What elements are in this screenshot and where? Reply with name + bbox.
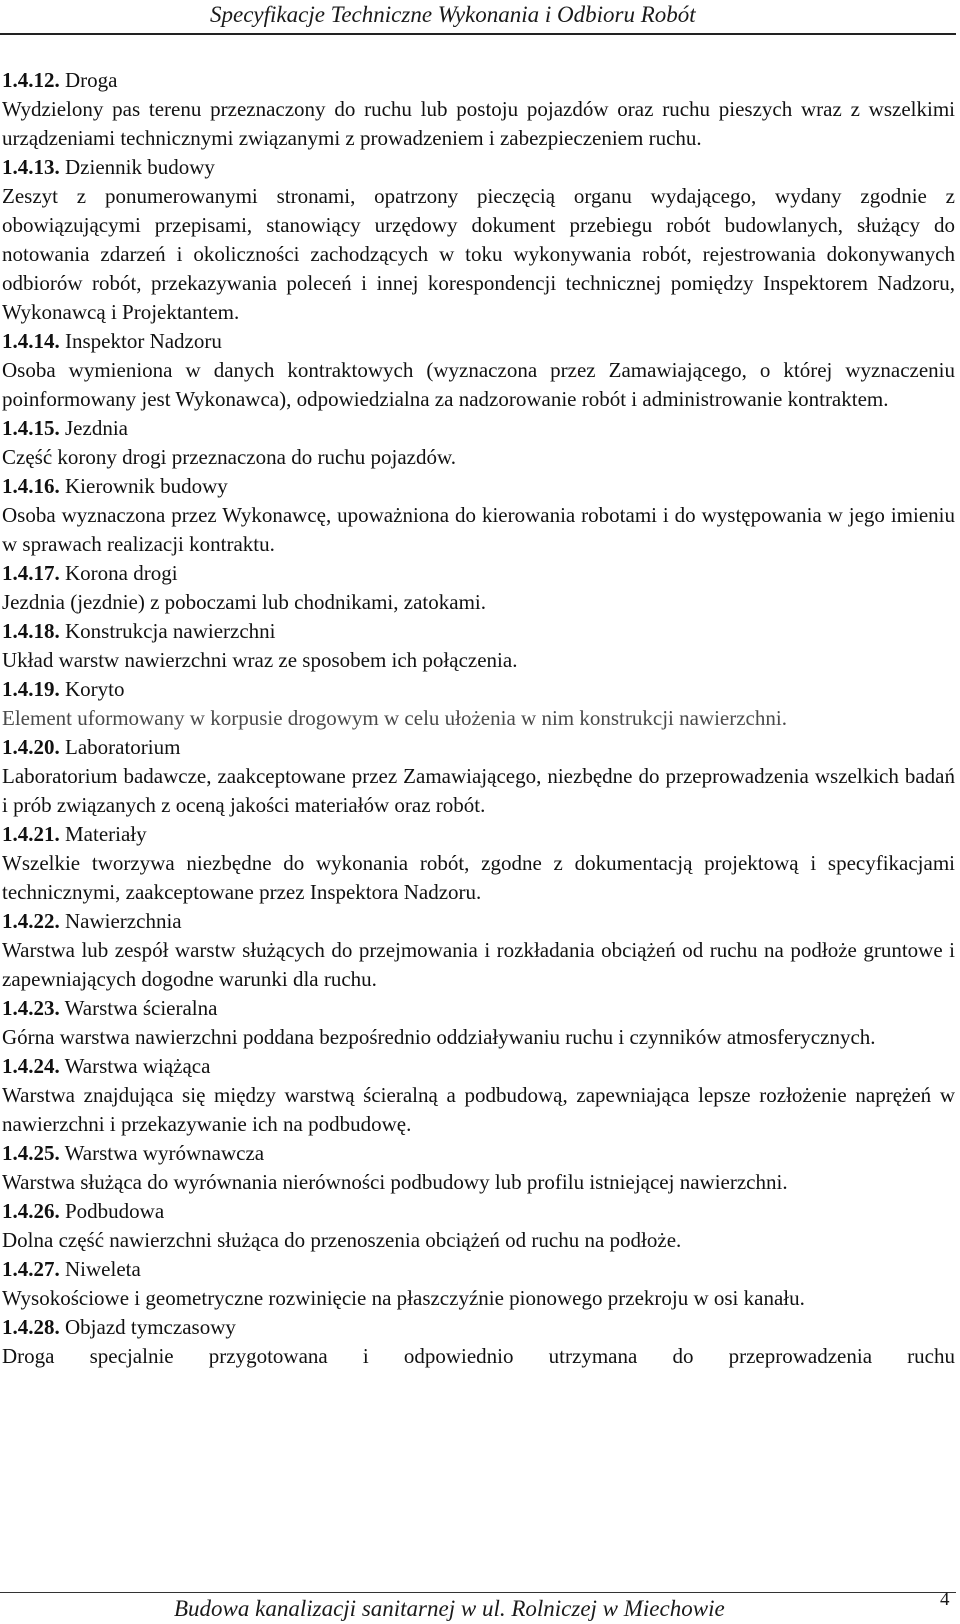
section-term: Nawierzchnia — [65, 909, 182, 933]
section-number: 1.4.26. — [2, 1199, 60, 1223]
section-term: Kierownik budowy — [65, 474, 228, 498]
section-definition: Warstwa lub zespół warstw służących do przejmowania i rozkładania obciążeń od ruchu na podłoże gruntowe i zapewniających dogodne warunki dla ruchu. — [2, 938, 955, 991]
section-number: 1.4.23. — [2, 996, 60, 1020]
section-heading — [2, 153, 955, 182]
section-definition: Wszelkie tworzywa niezbędne do wykonania robót, zgodne z dokumentacją projektową i specyfikacjami technicznymi, zaakceptowane przez Inspektora Nadzoru. — [2, 851, 955, 904]
section-heading — [2, 617, 955, 646]
section-definition: Wysokościowe i geometryczne rozwinięcie na płaszczyźnie pionowego przekroju w osi kanału. — [2, 1286, 805, 1310]
section-number: 1.4.25. — [2, 1141, 60, 1165]
section-heading — [2, 327, 955, 356]
section-term: Warstwa wyrównawcza — [64, 1141, 265, 1165]
section-heading — [2, 733, 955, 762]
header-rule — [0, 33, 956, 35]
section-definition: Laboratorium badawcze, zaakceptowane przez Zamawiającego, niezbędne do przeprowadzenia wszelkich badań i prób związanych z oceną jakości materiałów oraz robót. — [2, 764, 955, 817]
document-body — [2, 66, 955, 1371]
section-term: Materiały — [65, 822, 147, 846]
section-heading — [2, 1052, 955, 1081]
section-definition: Układ warstw nawierzchni wraz ze sposobem ich połączenia. — [2, 648, 518, 672]
section-heading — [2, 820, 955, 849]
section-term: Korona drogi — [65, 561, 178, 585]
section-term: Koryto — [65, 677, 125, 701]
section-number: 1.4.12. — [2, 68, 60, 92]
section-definition: Osoba wyznaczona przez Wykonawcę, upoważniona do kierowania robotami i do występowania w jego imieniu w sprawach realizacji kontraktu. — [2, 503, 955, 556]
page-number: 4 — [940, 1589, 950, 1610]
footer-title: Budowa kanalizacji sanitarnej w ul. Rolniczej w Miechowie — [174, 1596, 725, 1621]
section-term: Warstwa wiążąca — [64, 1054, 211, 1078]
section-heading — [2, 472, 955, 501]
section-heading — [2, 1197, 955, 1226]
section-heading — [2, 675, 955, 704]
section-number: 1.4.22. — [2, 909, 60, 933]
section-term: Konstrukcja nawierzchni — [65, 619, 276, 643]
header-title: Specyfikacje Techniczne Wykonania i Odbioru Robót — [210, 2, 696, 27]
section-heading — [2, 1313, 955, 1342]
section-number: 1.4.28. — [2, 1315, 60, 1339]
page-header — [0, 0, 956, 36]
section-number: 1.4.19. — [2, 677, 60, 701]
section-definition: Warstwa służąca do wyrównania nierówności podbudowy lub profilu istniejącej nawierzchni. — [2, 1170, 788, 1194]
section-heading — [2, 907, 955, 936]
section-definition: Zeszyt z ponumerowanymi stronami, opatrzony pieczęcią organu wydającego, wydany zgodnie z obowiązującymi przepisami, stanowiący urzędowy dokument przebiegu robót budowlanych, służący do notowania zdarzeń i okoliczności zachodzących w toku wykonywania robót, rejestrowania dokonywanych odbiorów robót, przekazywania poleceń i innej korespondencji technicznej pomiędzy Inspektorem Nadzoru, Wykonawcą i Projektantem. — [2, 184, 955, 324]
section-definition: Górna warstwa nawierzchni poddana bezpośrednio oddziaływaniu ruchu i czynników atmosferycznych. — [2, 1025, 876, 1049]
section-number: 1.4.13. — [2, 155, 60, 179]
footer-rule — [0, 1592, 956, 1593]
section-number: 1.4.24. — [2, 1054, 60, 1078]
section-term: Laboratorium — [65, 735, 181, 759]
section-term: Droga — [65, 68, 118, 92]
section-heading — [2, 559, 955, 588]
section-definition: Osoba wymieniona w danych kontraktowych (wyznaczona przez Zamawiającego, o której wyznaczeniu poinformowany jest Wykonawca), odpowiedzialna za nadzorowanie robót i administrowanie kontraktem. — [2, 358, 955, 411]
section-number: 1.4.14. — [2, 329, 60, 353]
section-number: 1.4.21. — [2, 822, 60, 846]
section-term: Objazd tymczasowy — [65, 1315, 236, 1339]
section-term: Dziennik budowy — [65, 155, 215, 179]
section-number: 1.4.18. — [2, 619, 60, 643]
section-number: 1.4.20. — [2, 735, 60, 759]
section-term: Niweleta — [65, 1257, 141, 1281]
section-definition: Jezdnia (jezdnie) z poboczami lub chodnikami, zatokami. — [2, 590, 486, 614]
section-number: 1.4.15. — [2, 416, 60, 440]
section-term: Inspektor Nadzoru — [65, 329, 222, 353]
section-number: 1.4.17. — [2, 561, 60, 585]
section-heading — [2, 1255, 955, 1284]
section-heading — [2, 414, 955, 443]
section-heading — [2, 994, 955, 1023]
section-definition: Warstwa znajdująca się między warstwą ścieralną a podbudową, zapewniająca lepsze rozłożenie naprężeń w nawierzchni i przekazywanie ich na podbudowę. — [2, 1083, 955, 1136]
section-definition: Wydzielony pas terenu przeznaczony do ruchu lub postoju pojazdów oraz ruchu pieszych wraz z wszelkimi urządzeniami technicznymi związanymi z prowadzeniem i zabezpieczeniem ruchu. — [2, 97, 955, 150]
section-definition: Element uformowany w korpusie drogowym w celu ułożenia w nim konstrukcji nawierzchni. — [2, 706, 787, 730]
section-heading — [2, 1139, 955, 1168]
section-heading — [2, 66, 955, 95]
section-term: Podbudowa — [65, 1199, 165, 1223]
section-term: Jezdnia — [65, 416, 128, 440]
section-definition: Dolna część nawierzchni służąca do przenoszenia obciążeń od ruchu na podłoże. — [2, 1228, 682, 1252]
section-term: Warstwa ścieralna — [64, 996, 218, 1020]
section-number: 1.4.27. — [2, 1257, 60, 1281]
section-definition: Droga specjalnie przygotowana i odpowiednio utrzymana do przeprowadzenia ruchu — [2, 1344, 955, 1368]
section-number: 1.4.16. — [2, 474, 60, 498]
section-definition: Część korony drogi przeznaczona do ruchu pojazdów. — [2, 445, 457, 469]
